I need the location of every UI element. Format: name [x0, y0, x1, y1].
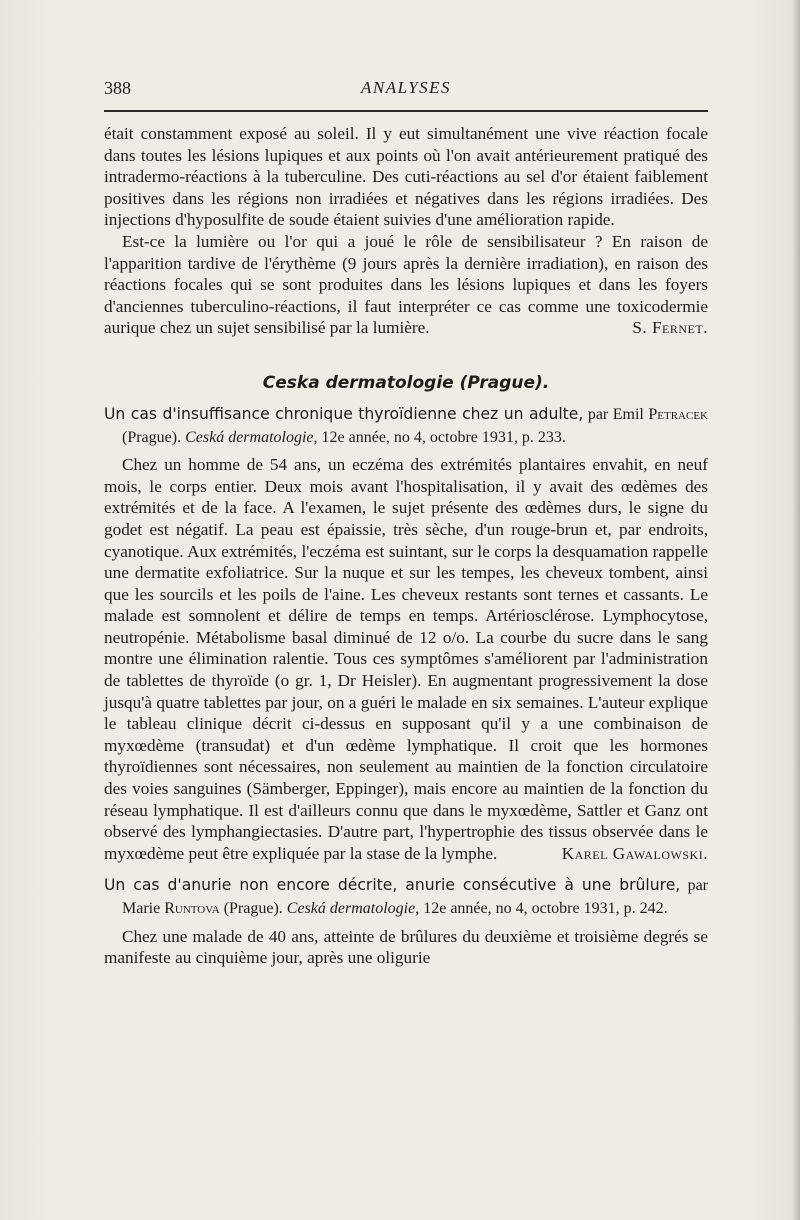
signature-fernet: S. Fernet. — [632, 318, 708, 338]
article-2-place: (Prague). — [219, 900, 287, 917]
signature-gawalowski: Karel Gawalowski. — [561, 843, 708, 863]
article-2-by: par Marie — [122, 877, 709, 917]
article-2-author: Runtova — [164, 900, 220, 917]
section-title: Ceska dermatologie (Prague). — [262, 372, 550, 393]
article-1-heading — [104, 403, 708, 448]
article-2-ref: 12e année, no 4, octobre 1931, p. 242. — [419, 900, 668, 917]
page-header — [104, 78, 708, 102]
paragraph-discussion — [104, 231, 708, 339]
article-2-heading — [104, 874, 708, 919]
article-1-place: (Prague). — [122, 428, 186, 446]
running-head: ANALYSES — [360, 78, 452, 97]
article-1-author: Petracek — [648, 405, 708, 423]
paragraph-continued: était constamment exposé au soleil. Il y eut simultanément une vive réaction focale dans toutes les lésions lupiques et aux points où l'on avait antérieurement pratiqué des intradermo-réactions à la tuberculine. Des cuti-réactions au sel d'or étaient faiblement positives dans les régions non irradiées et négatives dans les régions irradiées. Des injections d'hyposulfite de soude étaient suivies d'une amélioration rapide. — [104, 124, 708, 230]
article-1-by: par Emil — [583, 405, 649, 423]
book-spine-shadow — [792, 0, 800, 1220]
article-1-title: Un cas d'insuffisance chronique thyroïdienne chez un adulte, — [104, 404, 584, 423]
article-1-journal: Ceská dermatologie, — [185, 428, 318, 446]
article-2-journal: Ceská dermatologie, — [286, 900, 420, 917]
article-1-body-text: Chez un homme de 54 ans, un eczéma des extrémités plantaires envahit, en neuf mois, le corps entier. Deux mois avant l'hospitalisation, il y avait des œdèmes des extrémités et de la face. A l'examen, le sujet présente des œdèmes durs, le signe du godet est négatif. La peau est épaissie, très sèche, d'un rouge-brun et, par endroits, cyanotique. Aux extrémités, l'eczéma est suintant, sur le corps la desquamation rappelle une dermatite exfoliatrice. Sur la nuque et sur les tempes, les cheveux tombent, ainsi que les sourcils et les poils de l'aine. Les cheveux restants sont ternes et cassants. Le malade est somnolent et délire de temps en temps. Artériosclérose. Lymphocytose, neutropénie. Métabolisme basal diminué de 12 o/o. La courbe du sucre dans le sang montre une élimination ralentie. Tous ces symptômes s'améliorent par l'administration de tablettes de thyroïde (o gr. 1, Dr Heisler). En augmentant progressivement la dose jusqu'à quatre tablettes par jour, on a guéri le malade en six semaines. L'auteur explique le tableau clinique décrit ci-dessus en supposant qu'il y a une combinaison de myxœdème (transudat) et d'un œdème lymphatique. Il croit que les hormones thyroïdiennes sont nécessaires, non seulement au maintien de la fonction circulatoire des voies sanguines (Sämberger, Eppinger), mais encore au maintien de la fonction du réseau lymphatique. Il est d'ailleurs connu que dans le myxœdème, Sattler et Ganz ont observé des lymphangiectasies. D'autre part, l'hypertrophie des tissus observée dans le myxœdème peut être expliquée par la stase de la lymphe. — [104, 455, 708, 863]
page-number: 388 — [104, 78, 131, 98]
article-1-ref: 12e année, no 4, octobre 1931, p. 233. — [317, 428, 566, 446]
article-2-title: Un cas d'anurie non encore décrite, anurie consécutive à une brûlure, — [104, 876, 681, 895]
page-body — [104, 123, 708, 969]
article-1-body — [104, 454, 708, 864]
header-rule — [104, 110, 708, 112]
article-2-body: Chez une malade de 40 ans, atteinte de brûlures du deuxième et troisième degrés se manifeste au cinquième jour, après une oligurie — [104, 926, 708, 968]
paragraph-discussion-text: Est-ce la lumière ou l'or qui a joué le rôle de sensibilisateur ? En raison de l'apparition tardive de l'érythème (9 jours après la dernière irradiation), en raison des réactions focales qui se sont produites dans les lésions lupiques et dans les foyers d'anciennes tuberculino-réactions, il faut interpréter ce cas comme une toxicodermie aurique chez un sujet sensibilisé par la lumière. — [104, 231, 708, 338]
